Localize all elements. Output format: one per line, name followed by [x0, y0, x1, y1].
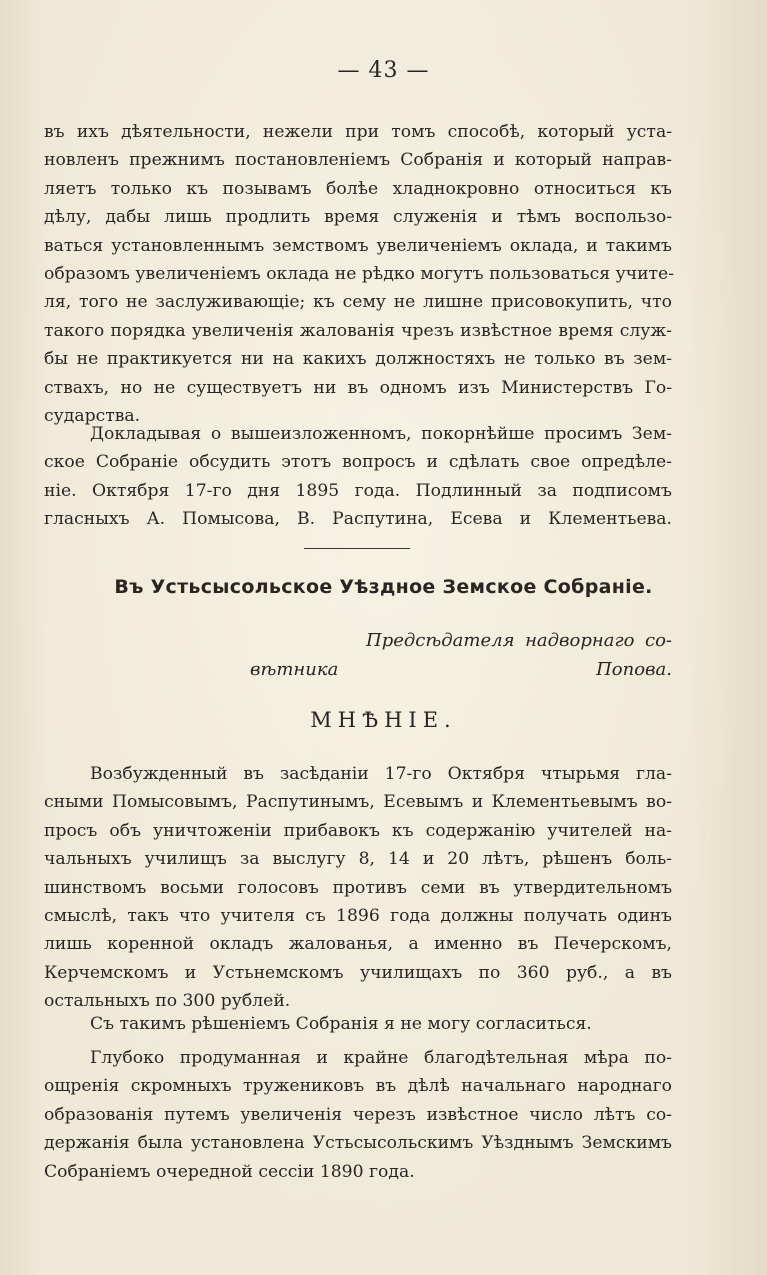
text-line: ощренія скромныхъ тружениковъ въ дѣлѣ начальнаго народнаго [44, 1076, 672, 1097]
text-line: гласныхъ А. Помысова, В. Распутина, Есева и Клементьева. [44, 509, 672, 530]
text-line: лишь коренной окладъ жалованья, а именно въ Печерскомъ, [44, 934, 672, 955]
text-line: смыслѣ, такъ что учителя съ 1896 года должны получать одинъ [44, 905, 672, 926]
text-line: бы не практикуется ни на какихъ должностяхъ не только въ зем- [44, 349, 672, 370]
page-number: — 43 — [337, 58, 430, 83]
text-line: держанія была установлена Устьсысольскимъ Уѣзднымъ Земскимъ [44, 1133, 672, 1154]
final-paragraph [44, 1044, 672, 1186]
section-title: МНѢНІЕ. [310, 708, 457, 732]
text-line: въ ихъ дѣятельности, нежели при томъ способѣ, который уста- [44, 122, 672, 142]
text-line: шинствомъ восьми голосовъ противъ семи въ утвердительномъ [44, 877, 672, 898]
text-line: Глубоко продуманная и крайне благодѣтельная мѣра по- [90, 1048, 672, 1068]
signature-line: вѣтника Попова. [250, 659, 672, 680]
text-line: Собраніемъ очередной сессіи 1890 года. [44, 1161, 415, 1182]
text-line: новленъ прежнимъ постановленіемъ Собранія и который направ- [44, 150, 672, 171]
text-line: такого порядка увеличенія жалованія чрезъ извѣстное время служ- [44, 320, 672, 341]
text-line: остальныхъ по 300 рублей. [44, 991, 291, 1012]
text-line: Керчемскомъ и Устьнемскомъ училищахъ по 360 руб., а въ [44, 962, 672, 983]
opinion-paragraph [44, 760, 672, 1016]
report-paragraph [44, 420, 672, 534]
text-line: ніе. Октября 17-го дня 1895 года. Подлинный за подписомъ [44, 480, 672, 501]
text-line: ское Собраніе обсудить этотъ вопросъ и сдѣлать свое опредѣле- [44, 452, 672, 473]
disagree-paragraph [44, 1010, 672, 1038]
text-line: ляетъ только къ позывамъ болѣе хладнокровно относиться къ [44, 178, 672, 199]
continued-paragraph [44, 118, 675, 430]
text-line: ля, того не заслуживающіе; къ сему не лишне присовокупить, что [44, 292, 672, 313]
text-line: просъ объ уничтоженіи прибавокъ къ содержанію учителей на- [44, 820, 672, 841]
text-line: Возбужденный въ засѣданіи 17-го Октября чтырьмя гла- [90, 764, 672, 784]
text-line: ваться установленнымъ земствомъ увеличеніемъ оклада, и такимъ [44, 235, 672, 256]
text-line: образованія путемъ увеличенія черезъ извѣстное число лѣтъ со- [44, 1104, 672, 1125]
text-line: Докладывая о вышеизложенномъ, покорнѣйше просимъ Зем- [90, 424, 672, 444]
text-line: дѣлу, дабы лишь продлить время служенія и тѣмъ воспользо- [44, 207, 672, 228]
text-line: Съ такимъ рѣшеніемъ Собранія я не могу согласиться. [90, 1014, 592, 1034]
text-line: чальныхъ училищъ за выслугу 8, 14 и 20 лѣтъ, рѣшенъ боль- [44, 849, 672, 870]
text-line: образомъ увеличеніемъ оклада не рѣдко могутъ пользоваться учите- [44, 263, 675, 284]
text-line: сударства. [44, 405, 141, 426]
author-signature [250, 626, 672, 684]
signature-line: Предсѣдателя надворнаго со- [366, 630, 672, 651]
section-divider [304, 548, 410, 549]
text-line: ствахъ, но не существуетъ ни въ одномъ изъ Министерствъ Го- [44, 377, 672, 398]
address-heading: Въ Устьсысольское Уѣздное Земское Собраніе. [114, 576, 653, 598]
text-line: сными Помысовымъ, Распутинымъ, Есевымъ и Клементьевымъ во- [44, 792, 672, 813]
